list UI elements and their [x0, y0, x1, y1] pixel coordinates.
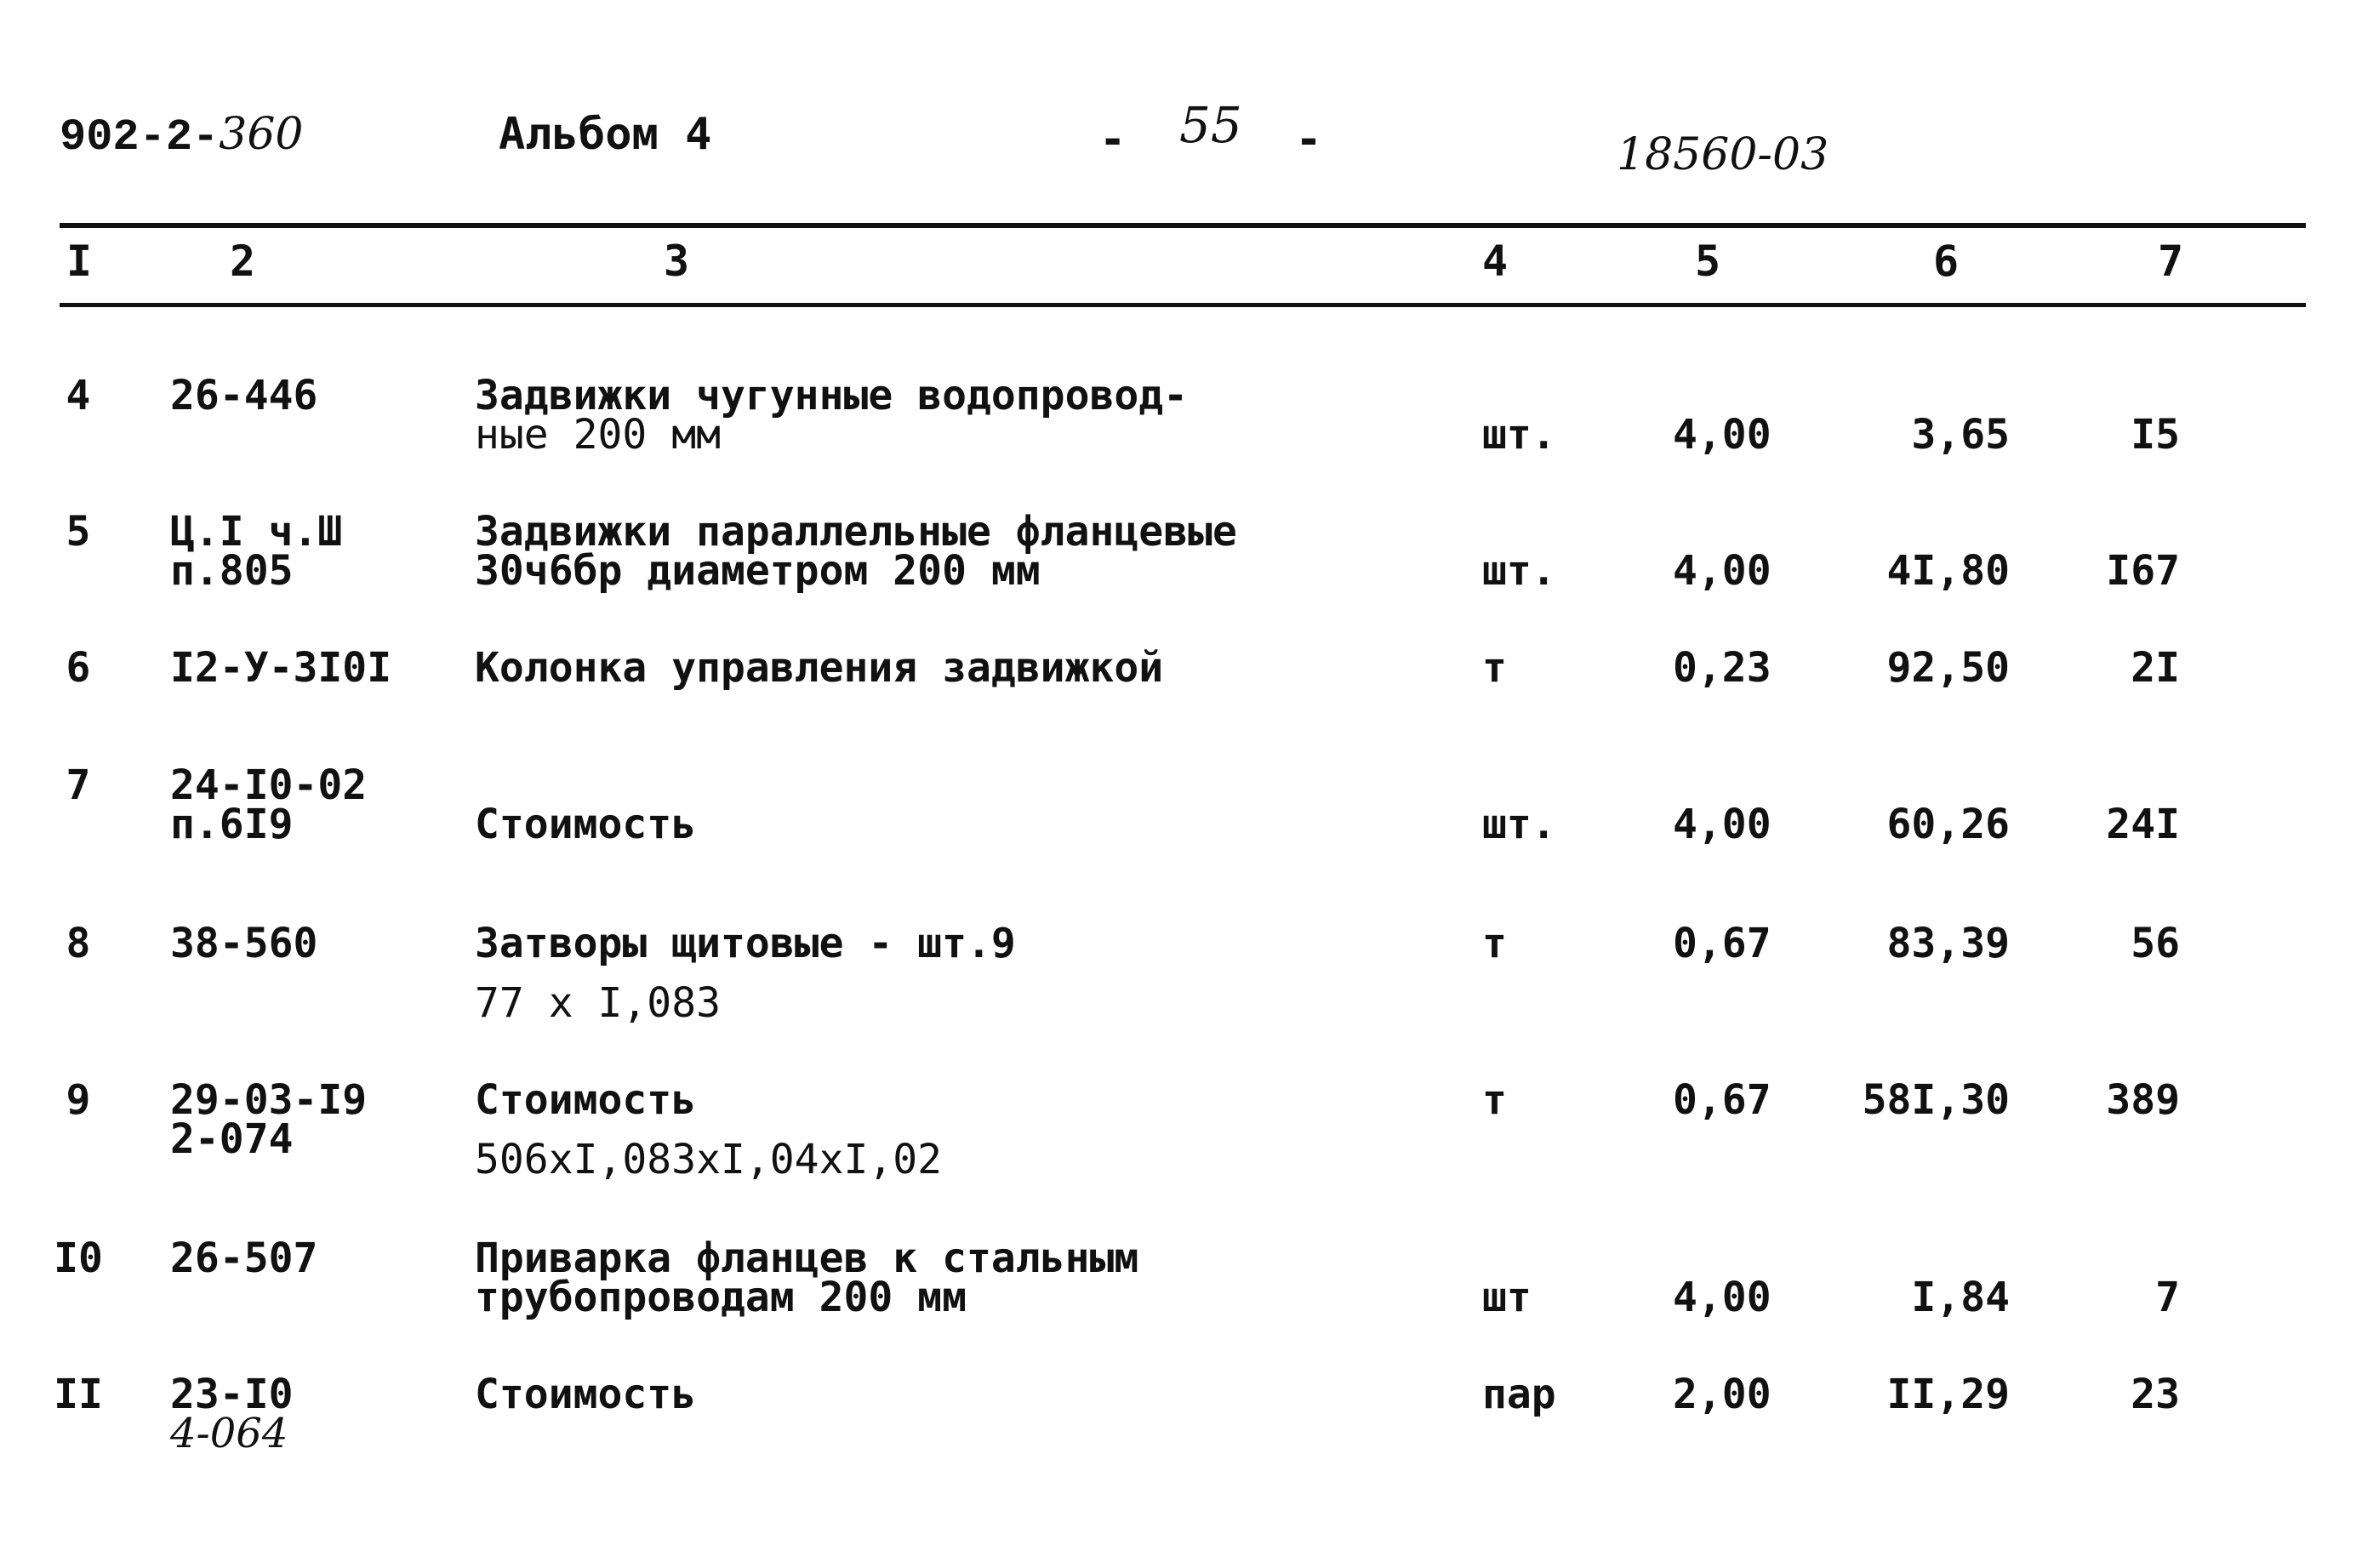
row-number: 8	[66, 920, 91, 967]
column-header-5: 5	[1695, 237, 1721, 286]
row-number: 7	[66, 761, 91, 809]
row-quantity: 4,00	[1673, 547, 1772, 595]
document-code-prefix: 902-2-	[60, 112, 220, 163]
row-quantity: 4,00	[1673, 1274, 1772, 1321]
row-code-line2: 4-064	[170, 1410, 288, 1457]
row-code: 29-03-I9	[170, 1076, 368, 1124]
row-price: I,84	[1911, 1274, 2010, 1321]
row-unit: шт.	[1482, 547, 1556, 595]
document-code	[60, 109, 304, 163]
row-code-line2: 2-074	[170, 1115, 294, 1163]
row-code-line2: п.6I9	[170, 801, 294, 848]
row-name-line1: Стоимость	[475, 1371, 697, 1418]
row-name-line1: Колонка управления задвижкой	[475, 644, 1164, 692]
row-name-line1: Приварка фланцев к стальным	[475, 1234, 1139, 1282]
row-price: 58I,30	[1862, 1076, 2010, 1124]
row-code: 26-507	[170, 1234, 318, 1282]
row-code: 24-I0-02	[170, 761, 368, 809]
row-unit: шт.	[1482, 411, 1556, 459]
row-price: 4I,80	[1886, 547, 2010, 595]
row-total: 2I	[2131, 644, 2180, 692]
column-header-1: I	[66, 237, 93, 286]
row-total: 24I	[2106, 801, 2180, 848]
row-total: I5	[2131, 411, 2180, 459]
row-name-line2: 30ч6бр диаметром 200 мм	[475, 547, 1041, 595]
header-top-rule	[60, 223, 2306, 228]
row-calculation: 77 x I,083	[475, 979, 721, 1027]
row-price: 92,50	[1886, 644, 2010, 692]
header-bottom-rule	[60, 303, 2306, 307]
row-code: 26-446	[170, 372, 318, 419]
column-header-7: 7	[2158, 237, 2184, 286]
row-name-line2: ные 200 мм	[475, 411, 721, 459]
document-number: 18560-03	[1617, 129, 1829, 180]
row-code: I2-У-3I0I	[170, 644, 392, 692]
row-unit: шт	[1482, 1274, 1532, 1321]
row-unit: шт.	[1482, 801, 1556, 848]
column-header-4: 4	[1482, 237, 1509, 286]
row-name-line2: трубопроводам 200 мм	[475, 1274, 967, 1321]
row-price: 60,26	[1886, 801, 2010, 848]
row-quantity: 2,00	[1673, 1371, 1772, 1418]
column-header-3: 3	[664, 237, 690, 286]
row-code: Ц.I ч.Ш	[170, 508, 343, 556]
row-quantity: 4,00	[1673, 411, 1772, 459]
row-unit: т	[1482, 1076, 1507, 1124]
row-total: 7	[2155, 1274, 2180, 1321]
column-header-6: 6	[1933, 237, 1960, 286]
row-unit: т	[1482, 920, 1507, 967]
row-name-line1: Затворы щитовые - шт.9	[475, 920, 1016, 967]
row-number: 9	[66, 1076, 91, 1124]
row-number: 5	[66, 508, 91, 556]
row-total: 389	[2106, 1076, 2180, 1124]
row-number: 4	[66, 372, 91, 419]
row-number: 6	[66, 644, 91, 692]
row-total: 23	[2131, 1371, 2180, 1418]
row-name-line1: Стоимость	[475, 1076, 697, 1124]
row-total: I67	[2106, 547, 2180, 595]
column-header-2: 2	[230, 237, 256, 286]
page-dash-right: -	[1295, 114, 1322, 165]
row-number: I0	[54, 1234, 103, 1282]
row-number: II	[54, 1371, 103, 1418]
row-name-line1: Задвижки параллельные фланцевые	[475, 508, 1237, 556]
page-number-value: 55	[1178, 96, 1242, 154]
page-number	[1099, 96, 1322, 165]
album-label: Альбом 4	[499, 109, 712, 160]
row-price: II,29	[1886, 1371, 2010, 1418]
row-calculation: 506xI,083xI,04xI,02	[475, 1136, 943, 1183]
row-quantity: 0,67	[1673, 1076, 1772, 1124]
row-price: 83,39	[1886, 920, 2010, 967]
row-code: 38-560	[170, 920, 318, 967]
row-quantity: 0,67	[1673, 920, 1772, 967]
row-price: 3,65	[1911, 411, 2010, 459]
row-code-line2: п.805	[170, 547, 294, 595]
row-name-line1: Задвижки чугунные водопровод-	[475, 372, 1189, 419]
row-quantity: 4,00	[1673, 801, 1772, 848]
document-code-suffix: 360	[219, 109, 304, 160]
row-unit: пар	[1482, 1371, 1556, 1418]
row-quantity: 0,23	[1673, 644, 1772, 692]
row-name-line2: Стоимость	[475, 801, 697, 848]
page-dash-left: -	[1099, 114, 1127, 165]
row-unit: т	[1482, 644, 1507, 692]
row-total: 56	[2131, 920, 2180, 967]
row-code: 23-I0	[170, 1371, 294, 1418]
